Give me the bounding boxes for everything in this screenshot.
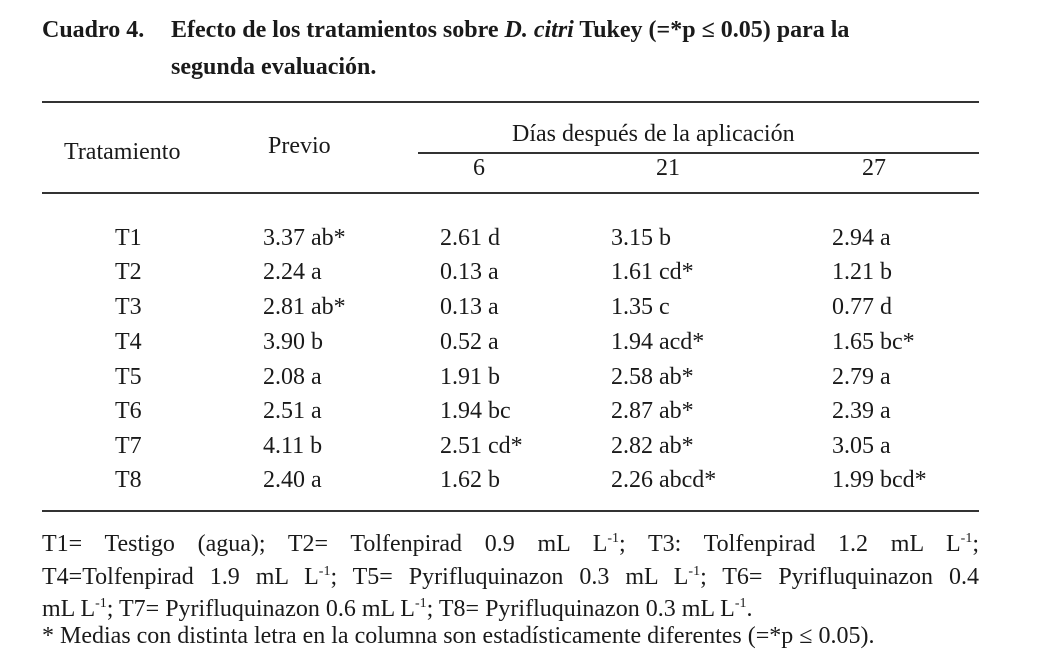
cell-day-21: 2.82 ab*: [611, 433, 694, 459]
caption-species: D. citri: [504, 17, 574, 43]
cell-tratamiento: T2: [115, 259, 142, 285]
table-row: [0, 328, 1042, 362]
cell-day-27: 0.77 d: [832, 294, 892, 320]
cell-day-21: 2.87 ab*: [611, 398, 694, 424]
footnote-line-2: T4=Tolfenpirad 1.9 mL $L^{-1}$; T5= Pyrifluquinazon 0.3 mL $L^{-1}$; T6= Pyrifluquinazon 0.4: [42, 564, 980, 590]
cell-day-21: 1.35 c: [611, 294, 670, 320]
footnote-significance: * Medias con distinta letra en la columna son estadísticamente diferentes (=*p ≤ 0.05).: [42, 623, 875, 649]
cell-day-21: 2.26 abcd*: [611, 467, 717, 493]
cell-day-6: 2.51 cd*: [440, 433, 523, 459]
cell-tratamiento: T7: [115, 433, 142, 459]
cell-previo: 2.51 a: [263, 398, 322, 424]
cell-day-27: 1.21 b: [832, 259, 892, 285]
caption-label: Cuadro 4.: [42, 17, 145, 43]
header-previo: Previo: [268, 133, 331, 159]
footnote-line-3: mL $L^{-1}$; T7= Pyrifluquinazon 0.6 mL $L^{-1}$; T8= Pyrifluquinazon 0.3 mL $L^{-1}$.: [42, 596, 753, 622]
cell-day-6: 0.13 a: [440, 259, 499, 285]
header-day-6: 6: [473, 155, 485, 181]
cell-tratamiento: T4: [115, 329, 142, 355]
cell-day-27: 1.99 bcd*: [832, 467, 927, 493]
header-day-27: 27: [862, 155, 886, 181]
cell-day-21: 3.15 b: [611, 225, 671, 251]
footnote-line-1: T1= Testigo (agua); T2= Tolfenpirad 0.9 mL $L^{-1}$; T3: Tolfenpirad 1.2 mL $L^{-1}$;: [42, 531, 979, 557]
cell-day-6: 0.52 a: [440, 329, 499, 355]
cell-day-6: 0.13 a: [440, 294, 499, 320]
cell-day-6: 1.62 b: [440, 467, 500, 493]
cell-previo: 2.24 a: [263, 259, 322, 285]
cell-day-27: 2.94 a: [832, 225, 891, 251]
cell-tratamiento: T8: [115, 467, 142, 493]
caption-text-b: Tukey (=*p ≤ 0.05) para la: [573, 17, 850, 43]
cell-day-27: 1.65 bc*: [832, 329, 915, 355]
cell-previo: 2.81 ab*: [263, 294, 346, 320]
cell-previo: 4.11 b: [263, 433, 323, 459]
header-subrule: [418, 152, 979, 154]
cell-day-6: 1.94 bc: [440, 398, 511, 424]
caption-line2: segunda evaluación.: [171, 54, 377, 80]
cell-tratamiento: T3: [115, 294, 142, 320]
cell-previo: 2.08 a: [263, 364, 322, 390]
cell-tratamiento: T5: [115, 364, 142, 390]
table-row: [0, 293, 1042, 327]
table-row: [0, 466, 1042, 500]
table-row: [0, 258, 1042, 292]
cell-previo: 2.40 a: [263, 467, 322, 493]
table-top-rule: [42, 101, 979, 103]
cell-day-21: 1.94 acd*: [611, 329, 705, 355]
table-row: [0, 224, 1042, 258]
cell-day-27: 3.05 a: [832, 433, 891, 459]
cell-day-21: 1.61 cd*: [611, 259, 694, 285]
cell-tratamiento: T1: [115, 225, 142, 251]
table-row: [0, 432, 1042, 466]
table-row: [0, 397, 1042, 431]
header-tratamiento: Tratamiento: [64, 139, 181, 165]
caption-title: [171, 14, 983, 46]
cell-day-6: 2.61 d: [440, 225, 500, 251]
caption-text-a: Efecto de los tratamientos sobre: [171, 17, 505, 43]
header-bottom-rule: [42, 192, 979, 194]
table-row: [0, 363, 1042, 397]
cell-tratamiento: T6: [115, 398, 142, 424]
cell-previo: 3.37 ab*: [263, 225, 346, 251]
table-bottom-rule: [42, 510, 979, 512]
cell-day-6: 1.91 b: [440, 364, 500, 390]
header-dias-despues: Días después de la aplicación: [512, 121, 795, 147]
cell-previo: 3.90 b: [263, 329, 323, 355]
cell-day-27: 2.79 a: [832, 364, 891, 390]
cell-day-21: 2.58 ab*: [611, 364, 694, 390]
header-day-21: 21: [656, 155, 680, 181]
cell-day-27: 2.39 a: [832, 398, 891, 424]
